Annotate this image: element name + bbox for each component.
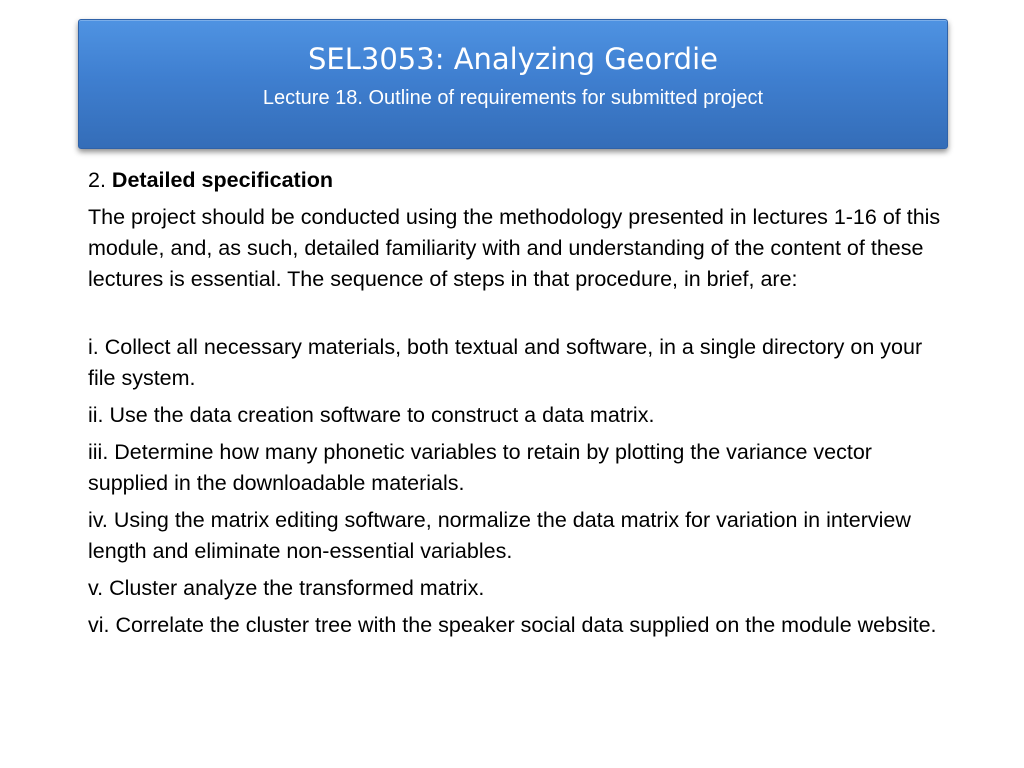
paragraph-spacer (88, 301, 948, 332)
step-item: iv. Using the matrix editing software, normalize the data matrix for variation in interview length and eliminate non-essential variables. (88, 508, 911, 563)
title-banner (78, 19, 948, 149)
step-item: v. Cluster analyze the transformed matrix. (88, 576, 485, 600)
section-heading (88, 165, 948, 196)
section-number: 2. (88, 168, 106, 192)
step-item: ii. Use the data creation software to construct a data matrix. (88, 403, 655, 427)
step-item: iii. Determine how many phonetic variables to retain by plotting the variance vector supplied in the downloadable materials. (88, 440, 872, 495)
step-item: vi. Correlate the cluster tree with the speaker social data supplied on the module website. (88, 613, 937, 637)
intro-paragraph: The project should be conducted using the methodology presented in lectures 1-16 of this module, and, as such, detailed familiarity with and understanding of the content of these lectures is essential. The sequence of steps in that procedure, in brief, are: (88, 205, 941, 291)
section-title: Detailed specification (111, 168, 333, 192)
slide-body (88, 165, 948, 647)
step-item: i. Collect all necessary materials, both textual and software, in a single directory on your file system. (88, 335, 923, 390)
slide-subtitle: Lecture 18. Outline of requirements for submitted project (262, 87, 764, 109)
slide-title: SEL3053: Analyzing Geordie (308, 42, 718, 76)
